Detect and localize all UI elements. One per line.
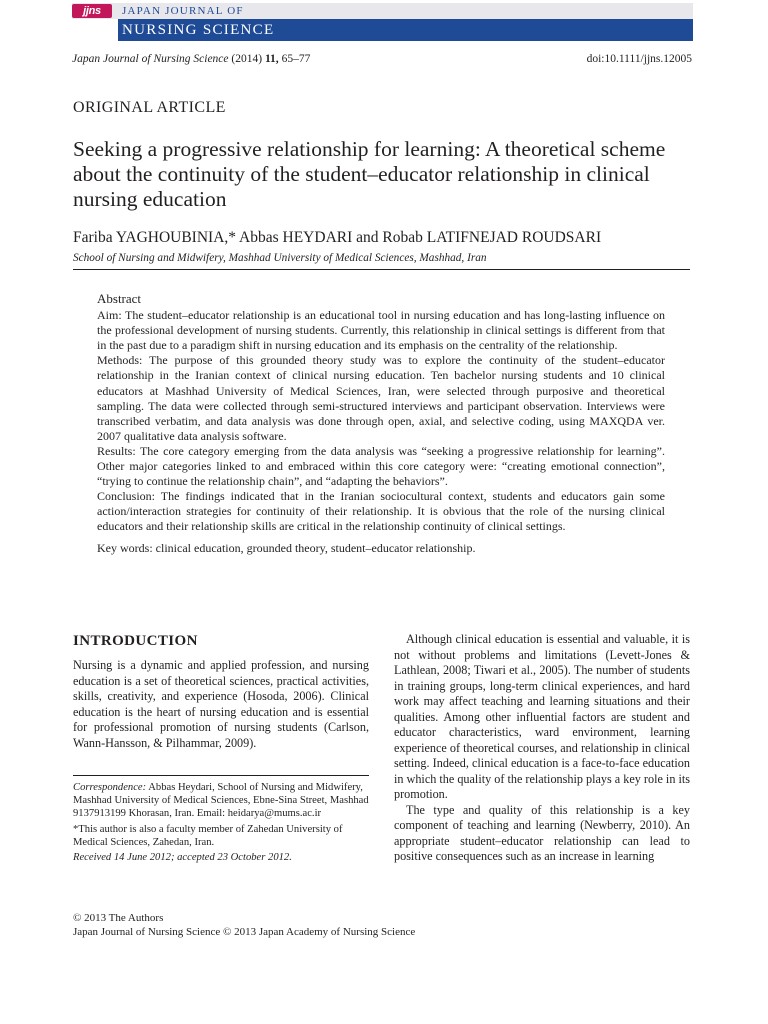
abstract-section [97, 291, 665, 556]
copyright-notice [73, 912, 415, 939]
journal-logo-text: jjns [72, 4, 112, 18]
introduction-heading: INTRODUCTION [73, 633, 198, 649]
abstract-results [97, 444, 665, 489]
citation-journal: Japan Journal of Nursing Science [72, 53, 229, 65]
keywords-label: Key words: [97, 540, 153, 555]
abstract-methods-label: Methods: [97, 353, 143, 368]
journal-name-small: JAPAN JOURNAL OF [122, 5, 244, 17]
journal-name-big: NURSING SCIENCE [122, 22, 275, 38]
author-list: Fariba YAGHOUBINIA,* Abbas HEYDARI and Robab LATIFNEJAD ROUDSARI [73, 229, 602, 246]
correspondence-text: Abbas Heydari, School of Nursing and Midwifery, Mashhad University of Medical Sciences, Ebne-Sina Street, Mashhad 9137913199 Khorasan, Iran. Email: heidarya@mums.ac.ir [73, 782, 369, 820]
abstract-conclusion-text: The findings indicated that in the Iranian sociocultural context, students and educators gain some action/interaction strategies for continuity of their relationship. It is obvious that the role of the nursing clinical educators and their relationship skills are critical in the relationship continuity of clinical settings. [97, 489, 665, 534]
abstract-aim-text: The student–educator relationship is an educational tool in nursing education and has long-lasting influence on the professional development of nursing students. Currently, this relationship in clinical settings is different from that in the past due to a paradigm shift in nursing education and its emphasis on the centrality of the relationship. [97, 308, 665, 353]
abstract-results-text: The core category emerging from the data analysis was “seeking a progressive relationship for learning”. Other major categories linked to and embraced within this core category were: “creating emotional connection”, “trying to continue the relationship chain”, and “adapting the behaviors”. [97, 443, 665, 489]
footnotes [73, 781, 369, 866]
keywords-text: clinical education, grounded theory, student–educator relationship. [155, 540, 476, 555]
author-affiliation-note: *This author is also a faculty member of Zahedan University of Medical Sciences, Zahedan, Iran. [73, 823, 343, 848]
abstract-methods [97, 353, 665, 444]
body-paragraph: The type and quality of this relationship is a key component of teaching and learning (Newberry, 2010). An appropriate student–educator relationship can lead to positive consequences such as an increase in learning [394, 802, 690, 863]
article-title: Seeking a progressive relationship for learning: A theoretical scheme about the continuity of the student–educator relationship in clinical nursing education [73, 137, 666, 211]
abstract-results-label: Results: [97, 443, 136, 458]
introduction-paragraph: Nursing is a dynamic and applied profession, and nursing education is a set of theoretical sciences, practical activities, skills, creativity, and experience (Hosoda, 2006). Clinical education is the heart of nursing education and is essential for professional promotion of nursing students (Carlson, Wann-Hansson, & Pilhammar, 2009). [73, 658, 369, 750]
abstract-methods-text: The purpose of this grounded theory study was to explore the continuity of the student–educator relationship in the Iranian context of clinical nursing education. Ten bachelor nursing students and 10 clinical educators at Mashhad University of Medical Sciences, Iran, were selected through purposive and theoretical sampling. The data were collected through semi-structured interviews and participant observation. Interviews were transcribed verbatim, and data analysis was done through open, axial, and selective coding, using MAXQDA ver. 2007 qualitative data analysis software. [97, 353, 665, 443]
right-column-body [394, 632, 690, 865]
body-paragraph: Although clinical education is essential and valuable, it is not without problems and limitations (Levett-Jones & Lathlean, 2008; Tiwari et al., 2005). The number of students in training groups, long-term clinical experiences, and hard work may affect teaching and learning situations and their qualities. Among other influential factors are student and educator characteristics, ward environment, learning experience of theoretical courses, and relationship in clinical setting. Indeed, clinical education is a face-to-face education in which the quality of the relationship plays a key role in its promotion. [394, 632, 690, 801]
correspondence-note [73, 781, 369, 821]
journal-logo [72, 3, 118, 41]
doi: doi:10.1111/jjns.12005 [586, 53, 692, 65]
citation-pages: 65–77 [281, 53, 311, 65]
abstract-heading: Abstract [97, 291, 142, 306]
correspondence-label: Correspondence: [73, 782, 147, 793]
copyright-line-2: Japan Journal of Nursing Science © 2013 Japan Academy of Nursing Science [73, 925, 416, 938]
author-affiliation: School of Nursing and Midwifery, Mashhad University of Medical Sciences, Mashhad, Iran [73, 252, 487, 264]
abstract-conclusion-label: Conclusion: [97, 489, 156, 504]
article-type: ORIGINAL ARTICLE [73, 99, 226, 116]
journal-masthead [72, 3, 693, 41]
abstract-conclusion [97, 489, 665, 534]
citation-volume: 11, [264, 53, 279, 65]
abstract-aim-label: Aim: [97, 308, 122, 323]
received-dates: Received 14 June 2012; accepted 23 October 2012. [73, 852, 292, 864]
citation-line [72, 52, 310, 66]
copyright-line-1: © 2013 The Authors [73, 912, 164, 924]
abstract-aim [97, 308, 665, 353]
citation-year: (2014) [231, 53, 263, 65]
footnote-divider [73, 775, 369, 776]
abstract-keywords [97, 541, 665, 556]
header-divider [73, 269, 690, 270]
